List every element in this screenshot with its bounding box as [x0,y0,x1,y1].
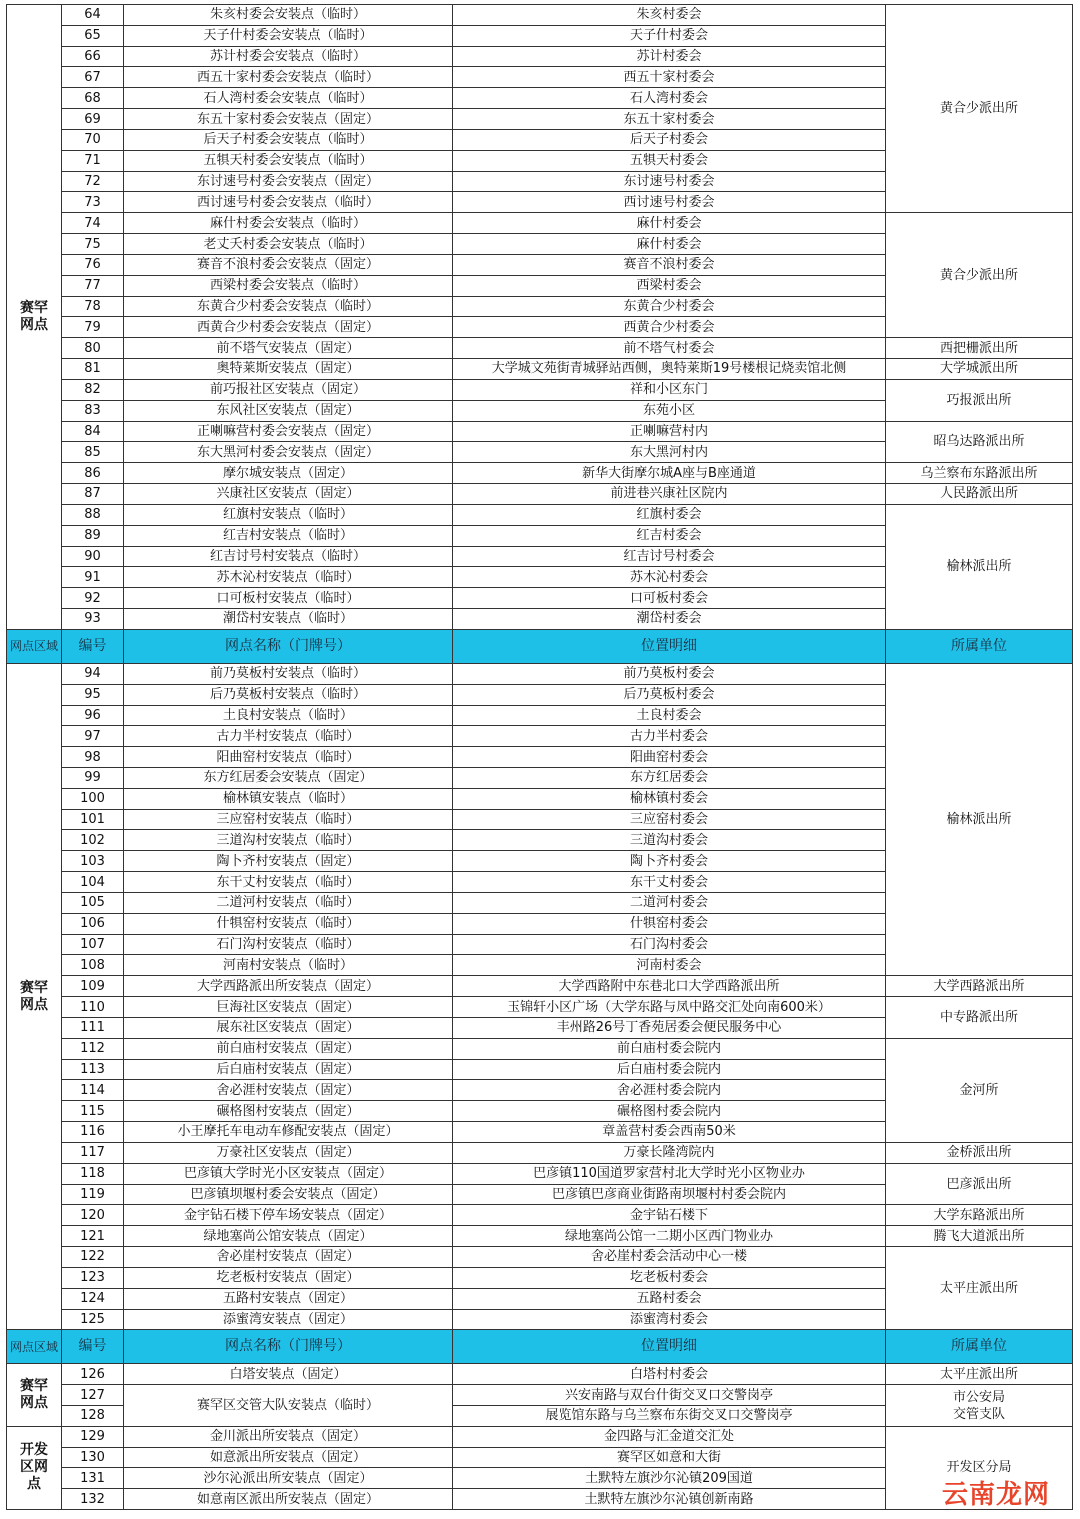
header-unit: 所属单位 [886,1330,1073,1364]
table-body [7,5,1073,1510]
header-name: 网点名称（门牌号） [124,1330,453,1364]
location-detail: 前白庙村委会院内 [453,1038,886,1059]
row-number: 96 [62,705,124,726]
point-name: 东风社区安装点（固定） [124,400,453,421]
location-detail: 朱亥村委会 [453,5,886,26]
location-detail: 巴彦镇110国道罗家营村北大学时光小区物业办 [453,1163,886,1184]
unit-cell: 市公安局 交管支队 [886,1385,1073,1427]
location-detail: 前不塔气村委会 [453,338,886,359]
row-number: 69 [62,109,124,130]
location-detail: 添蜜湾村委会 [453,1309,886,1330]
row-number: 108 [62,955,124,976]
point-name: 沙尔沁派出所安装点（固定） [124,1468,453,1489]
point-name: 三应窑村安装点（临时） [124,809,453,830]
point-name: 老丈夭村委会安装点（临时） [124,234,453,255]
location-detail: 红旗村委会 [453,504,886,525]
table-row [7,338,1073,359]
point-name: 展东社区安装点（固定） [124,1017,453,1038]
point-name: 东干丈村安装点（临时） [124,872,453,893]
location-detail: 大学城文苑街青城驿站西侧，奥特莱斯19号楼根记烧卖馆北侧 [453,359,886,380]
point-name: 东方红居委会安装点（固定） [124,767,453,788]
row-number: 127 [62,1385,124,1406]
header-number: 编号 [62,629,124,663]
row-number: 97 [62,726,124,747]
location-detail: 土良村委会 [453,705,886,726]
location-detail: 东讨速号村委会 [453,171,886,192]
point-name: 摩尔城安装点（固定） [124,463,453,484]
row-number: 126 [62,1364,124,1385]
location-detail: 前乃莫板村委会 [453,663,886,684]
row-number: 85 [62,442,124,463]
table-row [7,1205,1073,1226]
location-detail: 兴安南路与双台什街交叉口交警岗亭 [453,1385,886,1406]
point-name: 如意派出所安装点（固定） [124,1447,453,1468]
point-name: 东大黑河村委会安装点（固定） [124,442,453,463]
table-row [7,1364,1073,1385]
location-detail: 白塔村村委会 [453,1364,886,1385]
row-number: 129 [62,1426,124,1447]
point-name: 西黄合少村委会安装点（固定） [124,317,453,338]
row-number: 120 [62,1205,124,1226]
location-detail: 丰州路26号丁香苑居委会便民服务中心 [453,1017,886,1038]
row-number: 118 [62,1163,124,1184]
unit-cell: 大学城派出所 [886,359,1073,380]
row-number: 105 [62,892,124,913]
row-number: 124 [62,1288,124,1309]
point-name: 河南村安装点（临时） [124,955,453,976]
point-name: 石人湾村委会安装点（临时） [124,88,453,109]
header-area: 网点区域 [7,1330,62,1364]
unit-cell: 人民路派出所 [886,484,1073,505]
row-number: 79 [62,317,124,338]
table-row [7,1247,1073,1268]
location-detail: 西五十家村委会 [453,67,886,88]
location-detail: 什犋窑村委会 [453,913,886,934]
location-detail: 赛罕区如意和大街 [453,1447,886,1468]
point-name: 苏木沁村安装点（临时） [124,567,453,588]
unit-cell: 太平庄派出所 [886,1364,1073,1385]
row-number: 106 [62,913,124,934]
row-number: 132 [62,1489,124,1510]
point-name: 东黄合少村委会安装点（临时） [124,296,453,317]
unit-cell: 黄合少派出所 [886,5,1073,213]
table-row [7,663,1073,684]
row-number: 92 [62,588,124,609]
table-row [7,484,1073,505]
point-name: 东讨速号村委会安装点（固定） [124,171,453,192]
row-number: 107 [62,934,124,955]
point-name: 石门沟村安装点（临时） [124,934,453,955]
point-name: 三道沟村安装点（临时） [124,830,453,851]
location-detail: 西黄合少村委会 [453,317,886,338]
region-cell: 开发 区网 点 [7,1426,62,1509]
location-detail: 展览馆东路与乌兰察布东街交叉口交警岗亭 [453,1406,886,1427]
row-number: 64 [62,5,124,26]
point-name: 万豪社区安装点（固定） [124,1142,453,1163]
location-detail: 土默特左旗沙尔沁镇209国道 [453,1468,886,1489]
point-name: 如意南区派出所安装点（固定） [124,1489,453,1510]
row-number: 71 [62,150,124,171]
location-detail: 舍必涯村委会院内 [453,1080,886,1101]
row-number: 128 [62,1406,124,1427]
point-name: 阳曲窑村安装点（临时） [124,747,453,768]
point-name: 小王摩托车电动车修配安装点（固定） [124,1122,453,1143]
location-detail: 大学西路附中东巷北口大学西路派出所 [453,976,886,997]
row-number: 81 [62,359,124,380]
point-name: 巴彦镇坝堰村委会安装点（固定） [124,1184,453,1205]
table-row [7,1142,1073,1163]
point-name: 兴康社区安装点（固定） [124,484,453,505]
location-detail: 金四路与汇金道交汇处 [453,1426,886,1447]
location-detail: 三应窑村委会 [453,809,886,830]
row-number: 100 [62,788,124,809]
table-row [7,504,1073,525]
location-detail: 苏木沁村委会 [453,567,886,588]
point-name: 白塔安装点（固定） [124,1364,453,1385]
point-name: 后白庙村安装点（固定） [124,1059,453,1080]
location-detail: 祥和小区东门 [453,379,886,400]
row-number: 93 [62,609,124,630]
point-name: 巴彦镇大学时光小区安装点（固定） [124,1163,453,1184]
location-detail: 陶卜齐村委会 [453,851,886,872]
region-cell: 赛罕 网点 [7,5,62,630]
point-name: 前乃莫板村安装点（临时） [124,663,453,684]
location-detail: 东黄合少村委会 [453,296,886,317]
row-number: 117 [62,1142,124,1163]
table-header-row [7,1330,1073,1364]
point-name: 东五十家村委会安装点（固定） [124,109,453,130]
table-row [7,379,1073,400]
point-name: 五路村安装点（固定） [124,1288,453,1309]
location-detail: 石人湾村委会 [453,88,886,109]
row-number: 91 [62,567,124,588]
location-detail: 后天子村委会 [453,129,886,150]
row-number: 130 [62,1447,124,1468]
table-row [7,463,1073,484]
row-number: 102 [62,830,124,851]
row-number: 83 [62,400,124,421]
location-detail: 口可板村委会 [453,588,886,609]
point-name: 赛音不浪村委会安装点（固定） [124,254,453,275]
unit-cell: 中专路派出所 [886,997,1073,1039]
point-name: 舍必崖村安装点（固定） [124,1247,453,1268]
point-name: 天子什村委会安装点（临时） [124,25,453,46]
location-detail: 石门沟村委会 [453,934,886,955]
row-number: 110 [62,997,124,1018]
location-detail: 东干丈村委会 [453,872,886,893]
location-detail: 三道沟村委会 [453,830,886,851]
unit-cell: 昭乌达路派出所 [886,421,1073,463]
table-header-row [7,629,1073,663]
location-detail: 西讨速号村委会 [453,192,886,213]
point-name: 潮岱村安装点（临时） [124,609,453,630]
location-detail: 东五十家村委会 [453,109,886,130]
table-row [7,421,1073,442]
row-number: 104 [62,872,124,893]
point-name: 金宇钻石楼下停车场安装点（固定） [124,1205,453,1226]
region-cell: 赛罕 网点 [7,663,62,1330]
location-detail: 古力半村委会 [453,726,886,747]
table-row [7,213,1073,234]
location-detail: 五路村委会 [453,1288,886,1309]
row-number: 114 [62,1080,124,1101]
location-detail: 河南村委会 [453,955,886,976]
unit-cell: 腾飞大道派出所 [886,1226,1073,1247]
location-detail: 二道河村委会 [453,892,886,913]
row-number: 125 [62,1309,124,1330]
point-name: 奥特莱斯安装点（固定） [124,359,453,380]
row-number: 112 [62,1038,124,1059]
location-detail: 土默特左旗沙尔沁镇创新南路 [453,1489,886,1510]
location-detail: 圪老板村委会 [453,1267,886,1288]
row-number: 98 [62,747,124,768]
row-number: 90 [62,546,124,567]
row-number: 115 [62,1101,124,1122]
row-number: 65 [62,25,124,46]
unit-cell: 巧报派出所 [886,379,1073,421]
row-number: 123 [62,1267,124,1288]
table-row [7,1163,1073,1184]
header-unit: 所属单位 [886,629,1073,663]
location-detail: 麻什村委会 [453,234,886,255]
location-detail: 舍必崖村委会活动中心一楼 [453,1247,886,1268]
row-number: 109 [62,976,124,997]
point-name: 古力半村安装点（临时） [124,726,453,747]
point-name: 大学西路派出所安装点（固定） [124,976,453,997]
unit-cell: 金河所 [886,1038,1073,1142]
row-number: 88 [62,504,124,525]
row-number: 101 [62,809,124,830]
row-number: 87 [62,484,124,505]
location-detail: 榆林镇村委会 [453,788,886,809]
point-name: 正喇嘛营村委会安装点（固定） [124,421,453,442]
location-detail: 章盖营村委会西南50米 [453,1122,886,1143]
point-name: 前巧报社区安装点（固定） [124,379,453,400]
point-name: 圪老板村安装点（固定） [124,1267,453,1288]
point-name: 碾格图村安装点（固定） [124,1101,453,1122]
point-name: 绿地塞尚公馆安装点（固定） [124,1226,453,1247]
row-number: 70 [62,129,124,150]
location-detail: 后乃莫板村委会 [453,684,886,705]
row-number: 113 [62,1059,124,1080]
row-number: 103 [62,851,124,872]
unit-cell: 西把栅派出所 [886,338,1073,359]
point-name: 红旗村安装点（临时） [124,504,453,525]
point-name: 前不塔气安装点（固定） [124,338,453,359]
location-detail: 金宇钻石楼下 [453,1205,886,1226]
location-detail: 东方红居委会 [453,767,886,788]
row-number: 73 [62,192,124,213]
row-number: 121 [62,1226,124,1247]
point-name: 苏计村委会安装点（临时） [124,46,453,67]
point-name: 五犋天村委会安装点（临时） [124,150,453,171]
point-name: 红吉村安装点（临时） [124,525,453,546]
location-detail: 正喇嘛营村内 [453,421,886,442]
unit-cell: 黄合少派出所 [886,213,1073,338]
point-name: 朱亥村委会安装点（临时） [124,5,453,26]
table-row [7,997,1073,1018]
row-number: 74 [62,213,124,234]
point-name: 巨海社区安装点（固定） [124,997,453,1018]
row-number: 122 [62,1247,124,1268]
point-name: 口可板村安装点（临时） [124,588,453,609]
row-number: 80 [62,338,124,359]
point-name: 舍必涯村安装点（固定） [124,1080,453,1101]
row-number: 111 [62,1017,124,1038]
location-detail: 碾格图村委会院内 [453,1101,886,1122]
row-number: 94 [62,663,124,684]
table-row [7,1385,1073,1406]
unit-cell: 榆林派出所 [886,663,1073,975]
region-cell: 赛罕 网点 [7,1364,62,1426]
unit-cell: 巴彦派出所 [886,1163,1073,1205]
unit-cell: 开发区分局 [886,1426,1073,1509]
header-area: 网点区域 [7,629,62,663]
point-name: 前白庙村安装点（固定） [124,1038,453,1059]
unit-cell: 太平庄派出所 [886,1247,1073,1330]
location-detail: 绿地塞尚公馆一二期小区西门物业办 [453,1226,886,1247]
unit-cell: 大学西路派出所 [886,976,1073,997]
unit-cell: 乌兰察布东路派出所 [886,463,1073,484]
point-name: 土良村安装点（临时） [124,705,453,726]
location-detail: 赛音不浪村委会 [453,254,886,275]
row-number: 116 [62,1122,124,1143]
location-detail: 红吉讨号村委会 [453,546,886,567]
point-name: 麻什村委会安装点（临时） [124,213,453,234]
location-detail: 新华大街摩尔城A座与B座通道 [453,463,886,484]
row-number: 78 [62,296,124,317]
table-row [7,359,1073,380]
install-points-table [6,4,1073,1510]
header-number: 编号 [62,1330,124,1364]
row-number: 76 [62,254,124,275]
point-name: 添蜜湾安装点（固定） [124,1309,453,1330]
location-detail: 西梁村委会 [453,275,886,296]
table-row [7,5,1073,26]
row-number: 131 [62,1468,124,1489]
point-name: 后天子村委会安装点（临时） [124,129,453,150]
row-number: 95 [62,684,124,705]
point-name: 二道河村安装点（临时） [124,892,453,913]
point-name: 陶卜齐村安装点（固定） [124,851,453,872]
unit-cell: 金桥派出所 [886,1142,1073,1163]
table-row [7,976,1073,997]
row-number: 75 [62,234,124,255]
row-number: 68 [62,88,124,109]
location-detail: 阳曲窑村委会 [453,747,886,768]
location-detail: 东大黑河村内 [453,442,886,463]
row-number: 82 [62,379,124,400]
location-detail: 万豪长隆湾院内 [453,1142,886,1163]
unit-cell: 大学东路派出所 [886,1205,1073,1226]
row-number: 99 [62,767,124,788]
row-number: 72 [62,171,124,192]
location-detail: 玉锦轩小区广场（大学东路与凤中路交汇处向南600米） [453,997,886,1018]
table-row [7,1226,1073,1247]
row-number: 86 [62,463,124,484]
row-number: 89 [62,525,124,546]
header-name: 网点名称（门牌号） [124,629,453,663]
table-row [7,1426,1073,1447]
table-row [7,1038,1073,1059]
row-number: 84 [62,421,124,442]
row-number: 77 [62,275,124,296]
location-detail: 红吉村委会 [453,525,886,546]
point-name: 榆林镇安装点（临时） [124,788,453,809]
point-name: 西梁村委会安装点（临时） [124,275,453,296]
location-detail: 东苑小区 [453,400,886,421]
unit-cell: 榆林派出所 [886,504,1073,629]
location-detail: 天子什村委会 [453,25,886,46]
row-number: 67 [62,67,124,88]
header-location: 位置明细 [453,629,886,663]
point-name: 西五十家村委会安装点（临时） [124,67,453,88]
location-detail: 后白庙村委会院内 [453,1059,886,1080]
point-name: 西讨速号村委会安装点（临时） [124,192,453,213]
location-detail: 苏计村委会 [453,46,886,67]
header-location: 位置明细 [453,1330,886,1364]
location-detail: 前进巷兴康社区院内 [453,484,886,505]
point-name: 什犋窑村安装点（临时） [124,913,453,934]
location-detail: 潮岱村委会 [453,609,886,630]
row-number: 119 [62,1184,124,1205]
point-name: 赛罕区交管大队安装点（临时） [124,1385,453,1427]
point-name: 金川派出所安装点（固定） [124,1426,453,1447]
watermark-logo: 云南龙网 [941,1480,1050,1510]
location-detail: 巴彦镇巴彦商业街路南坝堰村村委会院内 [453,1184,886,1205]
row-number: 66 [62,46,124,67]
location-detail: 麻什村委会 [453,213,886,234]
point-name: 红吉讨号村安装点（临时） [124,546,453,567]
point-name: 后乃莫板村安装点（临时） [124,684,453,705]
location-detail: 五犋天村委会 [453,150,886,171]
